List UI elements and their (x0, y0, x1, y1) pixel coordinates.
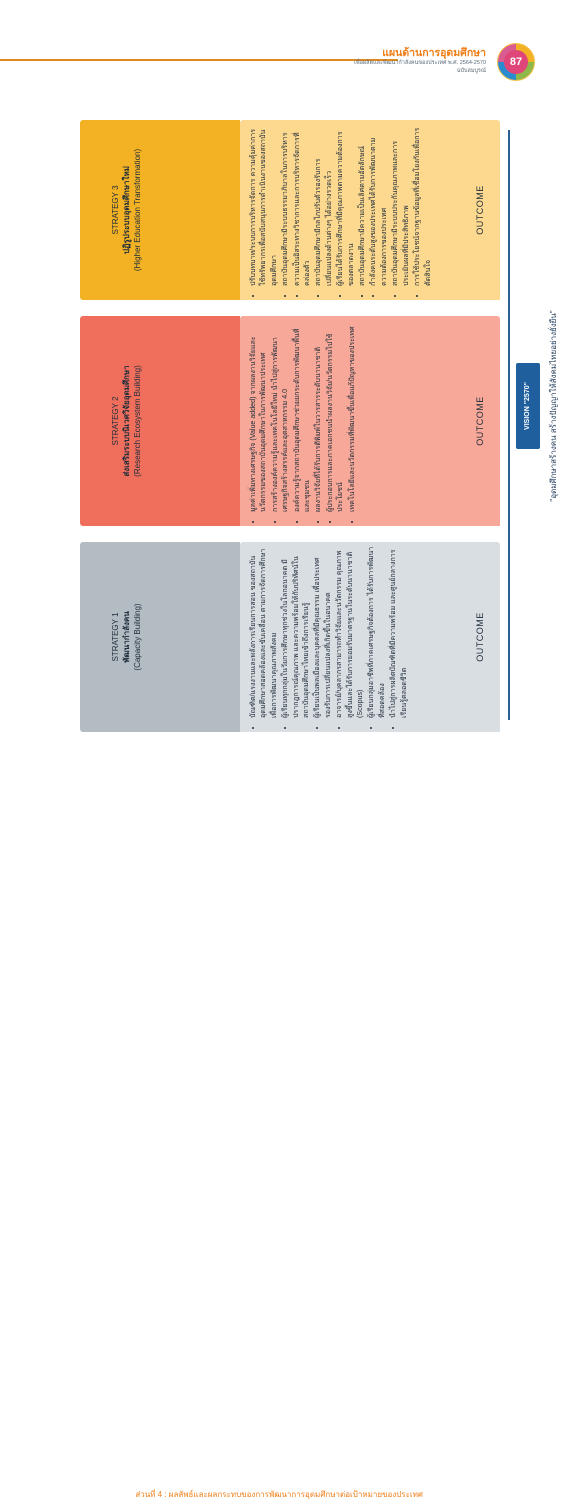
strategy-subtitle: (Research Ecosystem Building) (133, 365, 142, 477)
outcome-bullet: • กำลังคนระดับสูงของประเทศได้รับการพัฒนาตามความต้องการของประเทศ (368, 124, 389, 286)
outcome-bullet: • ผลงานวิจัยที่ได้รับการตีพิมพ์ในวารสารระดับนานาชาติ (313, 320, 323, 512)
strategy-number: STRATEGY 1 (111, 612, 120, 662)
strategy-panel-2 (80, 316, 240, 526)
page-number: 87 (509, 56, 523, 68)
outcome-list-3 (248, 124, 470, 296)
outcome-bullet: • บัณฑิต/แรงงานและพลังการเรียนการสอน ของสถาบันอุดมศึกษาสอดคล้องและขับเคลื่อน ตามการจัดการศึกษาเพื่อการพัฒนาคุณภาพสังคม (248, 546, 279, 718)
page-footer (0, 744, 581, 1499)
vision-label: VISION "2570" (524, 382, 531, 430)
outcome-bullet: • สถาบันอุดมศึกษามีระบบธรรมาภิบาลในการบริหาร (280, 124, 290, 286)
outcome-bullet: • มูลค่าเพิ่มทางเศรษฐกิจ (Value added) จากผลงานวิจัยและนวัตกรรมของสถาบันอุดมศึกษาในการพัฒนาประเทศ (248, 320, 269, 512)
outcome-bullet: • องค์ความรู้จากสถาบันอุดมศึกษาช่วยยกระดับการพัฒนาพื้นที่และชุมชน (292, 320, 313, 512)
strategy-panel-1 (80, 542, 240, 732)
outcome-label-3: OUTCOME (475, 185, 485, 235)
outcome-bullet: • การใช้ประโยชน์จากฐานข้อมูลที่เชื่อมโยงกันเพื่อการตัดสินใจ (412, 124, 433, 286)
header-title: แผนด้านการอุดมศึกษา (382, 47, 486, 59)
outcome-bullet: • ความเป็นอิสระทางวิชาการและการบริหารจัดการที่คล่องตัว (292, 124, 313, 286)
outcome-bullet: • ผู้เรียนได้รับการศึกษาที่มีคุณภาพตามความต้องการของตลาดงาน (335, 124, 356, 286)
strategy-subtitle: (Capacity Building) (133, 603, 142, 671)
outcome-list-1 (248, 546, 470, 728)
outcome-bullet: • การสร้างองค์ความรู้และเทคโนโลยีใหม่ นำไปสู่การพัฒนาเศรษฐกิจสร้างสรรค์และอุตสาหกรรม 4.0 (270, 320, 291, 512)
outcome-list-2 (248, 320, 470, 522)
outcome-label-2: OUTCOME (475, 396, 485, 446)
strategy-label-2 (110, 316, 154, 526)
outcome-bullet: • ผู้ประกอบการและภาคเอกชนนำผลงานวิจัย/นวัตกรรมไปใช้ประโยชน์ (325, 320, 346, 512)
strategy-panel-3 (80, 120, 240, 300)
strategy-label-3 (110, 120, 154, 300)
strategy-diagram (80, 120, 510, 732)
strategy-subtitle: (Higher Education Transformation) (133, 148, 142, 272)
outcome-bullet: • ปรับบทบาท/ระบบการบริหารจัดการ ความคุ้มค่าการใช้ทรัพยากรเพื่อสนับสนุนการดำเนินงานของสถาบันอุดมศึกษา (248, 124, 279, 286)
outcome-bullet: • สถาบันอุดมศึกษามีระบบประกันคุณภาพและการประเมินผลที่มีประสิทธิภาพ (390, 124, 411, 286)
outcome-bullet: • ผู้เรียนกลุ่มอาชีพที่ภาคเศรษฐกิจต้องการ ได้รับการพัฒนาที่สอดคล้อง (366, 546, 387, 718)
outcome-label-1: OUTCOME (475, 612, 485, 662)
header-subtitle: เพื่อผลิตและพัฒนากำลังคนของประเทศ พ.ศ. 2564-2570 (354, 60, 486, 66)
outcome-bullet: • อาจารย์/บุคลากรสามารถทำวิจัยและนวัตกรรม คุณภาพสูงขึ้นและได้รับการยอมรับมาตรฐานในระดับนานาชาติ (Scopus) (334, 546, 365, 718)
outcome-bullet: • สถาบันอุดมศึกษามีกลไกปรับตัวรองรับการเปลี่ยนแปลงด้านต่างๆ ได้อย่างรวดเร็ว (313, 124, 334, 286)
header-rule (0, 59, 398, 61)
strategy-title: พัฒนากำลังคน (122, 611, 131, 663)
vision-line (508, 130, 510, 720)
footer-text: ส่วนที่ 4 : ผลลัพธ์และผลกระทบของการพัฒนาการอุดมศึกษาต่อเป้าหมายของประเทศ (135, 1490, 423, 1499)
outcome-bullet: • เทคโนโลยีและนวัตกรรมที่พัฒนาขึ้นเพื่อแก้ปัญหาของประเทศ (347, 320, 357, 512)
outcome-bullet: • ผู้เรียนเป็นพลเมืองและบุคคลที่มีคุณธรรม เพื่อประเทศ รองรับการเปลี่ยนแปลงที่เกิดขึ้นในอนาคต (312, 546, 333, 718)
page-header (0, 0, 581, 100)
strategy-number: STRATEGY 3 (111, 185, 120, 235)
strategy-number: STRATEGY 2 (111, 396, 120, 446)
outcome-bullet: • นำไปสู่การผลิตบัณฑิตที่มีความพร้อม และศูนย์กลางการเรียนรู้ตลอดชีวิต (388, 546, 409, 718)
strategy-title: ส่งเสริมระบบนิเวศวิจัยอุดมศึกษา (122, 365, 131, 477)
vision-quote: "อุดมศึกษาสร้างคน สร้างปัญญาให้สังคมไทยอย่างยั่งยืน" (549, 310, 558, 502)
outcome-bullet: • ผู้เรียนทุกกลุ่มในวัยการศึกษาทุกช่วงในโลกอนาคต มีปรากฎการณ์คุณภาพ และความพร้อมให้กับปริทัศน์ในสถาบันอุดมศึกษาไทยเข้าถึงการเรียนรู้ (280, 546, 311, 718)
strategy-label-1 (110, 542, 154, 732)
strategy-title: ปฏิรูประบบอุดมศึกษาใหม่ (122, 166, 131, 254)
header-edition: ฉบับสมบูรณ์ (456, 68, 486, 74)
outcome-bullet: • สถาบันอุดมศึกษามีความเป็นเลิศตามอัตลักษณ์ (357, 124, 367, 286)
